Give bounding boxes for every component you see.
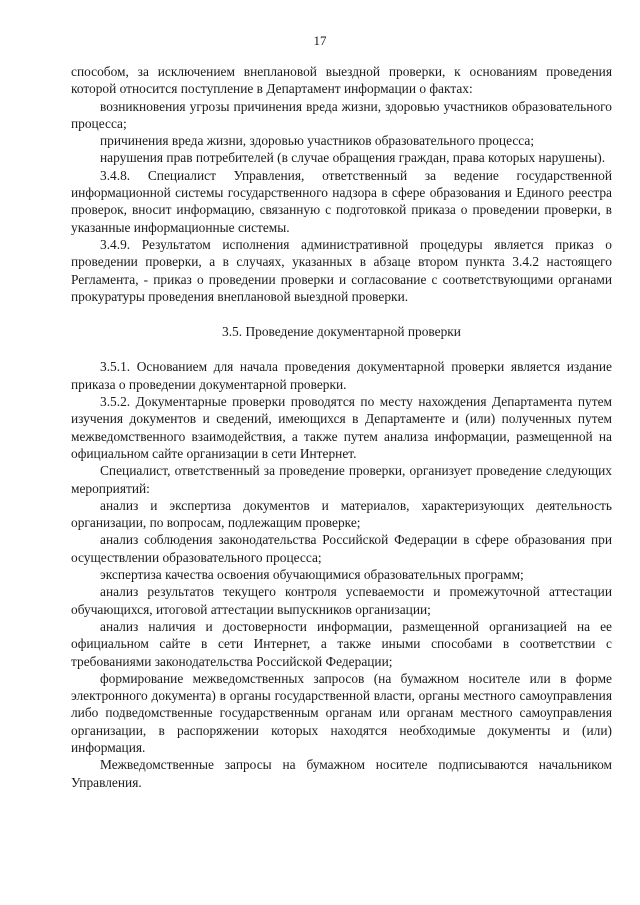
p-analysis-website: анализ наличия и достоверности информации, размещенной организацией на ее официальном сайте в сети Интернет, а также иными способами в соответствии с требованиями законодательства Российской Федерации;	[71, 618, 612, 669]
p-consumer-rights: нарушения прав потребителей (в случае обращения граждан, права которых нарушены).	[100, 150, 606, 166]
p-specialist: Специалист, ответственный за проведение проверки, организует проведение следующих мероприятий:	[71, 463, 612, 496]
p-threat: возникновения угрозы причинения вреда жизни, здоровью участников образовательного процесса;	[71, 98, 612, 131]
page-number: 17	[313, 33, 327, 48]
document-body	[71, 63, 612, 791]
p-3-4-8: 3.4.8. Специалист Управления, ответственный за ведение государственной информационной системы государственного надзора в сфере образования и Единого реестра проверок, вносит информацию, связанную с подготовкой приказа о проведении проверки, в указанные информационные системы.	[71, 167, 612, 235]
paragraphs-before-heading	[71, 63, 612, 305]
p-analysis-law: анализ соблюдения законодательства Российской Федерации в сфере образования при осуществлении образовательного процесса;	[71, 532, 612, 565]
paragraphs-after-heading	[71, 358, 612, 790]
p-3-4-9: 3.4.9. Результатом исполнения административной процедуры является приказ о проведении проверки, а в случаях, указанных в абзаце втором пункта 3.4.2 настоящего Регламента, - приказ о проведении проверки и согласование с соответствующими органами прокуратуры проведения внеплановой выездной проверки.	[71, 236, 612, 304]
p-3-5-1: 3.5.1. Основанием для начала проведения документарной проверки является издание приказа о проведении документарной проверки.	[71, 359, 612, 392]
p-continuation: способом, за исключением внеплановой выездной проверки, к основаниям проведения которой относится поступление в Департамент информации о фактах:	[71, 64, 612, 97]
p-requests: формирование межведомственных запросов (на бумажном носителе или в форме электронного документа) в органы государственной власти, органы местного самоуправления либо подведомственные государственным органам или органам местного самоуправления организации, в распоряжении которых находятся необходимые документы и (или) информация.	[71, 670, 612, 755]
p-analysis-results: анализ результатов текущего контроля успеваемости и промежуточной аттестации обучающихся, итоговой аттестации выпускников организации;	[71, 584, 612, 617]
p-harm: причинения вреда жизни, здоровью участников образовательного процесса;	[100, 133, 535, 149]
p-analysis-docs: анализ и экспертиза документов и материалов, характеризующих деятельность организации, по вопросам, подлежащим проверке;	[71, 497, 612, 531]
section-heading: 3.5. Проведение документарной проверки	[222, 324, 461, 340]
p-signed: Межведомственные запросы на бумажном носителе подписываются начальником Управления.	[71, 757, 612, 790]
p-3-5-2: 3.5.2. Документарные проверки проводятся по месту нахождения Департамента путем изучения документов и сведений, имеющихся в Департаменте и (или) полученных путем межведомственного взаимодействия, а также путем анализа информации, размещенной на официальном сайте организации в сети Интернет.	[71, 394, 612, 461]
p-expertise-quality: экспертиза качества освоения обучающимися образовательных программ;	[100, 567, 524, 583]
